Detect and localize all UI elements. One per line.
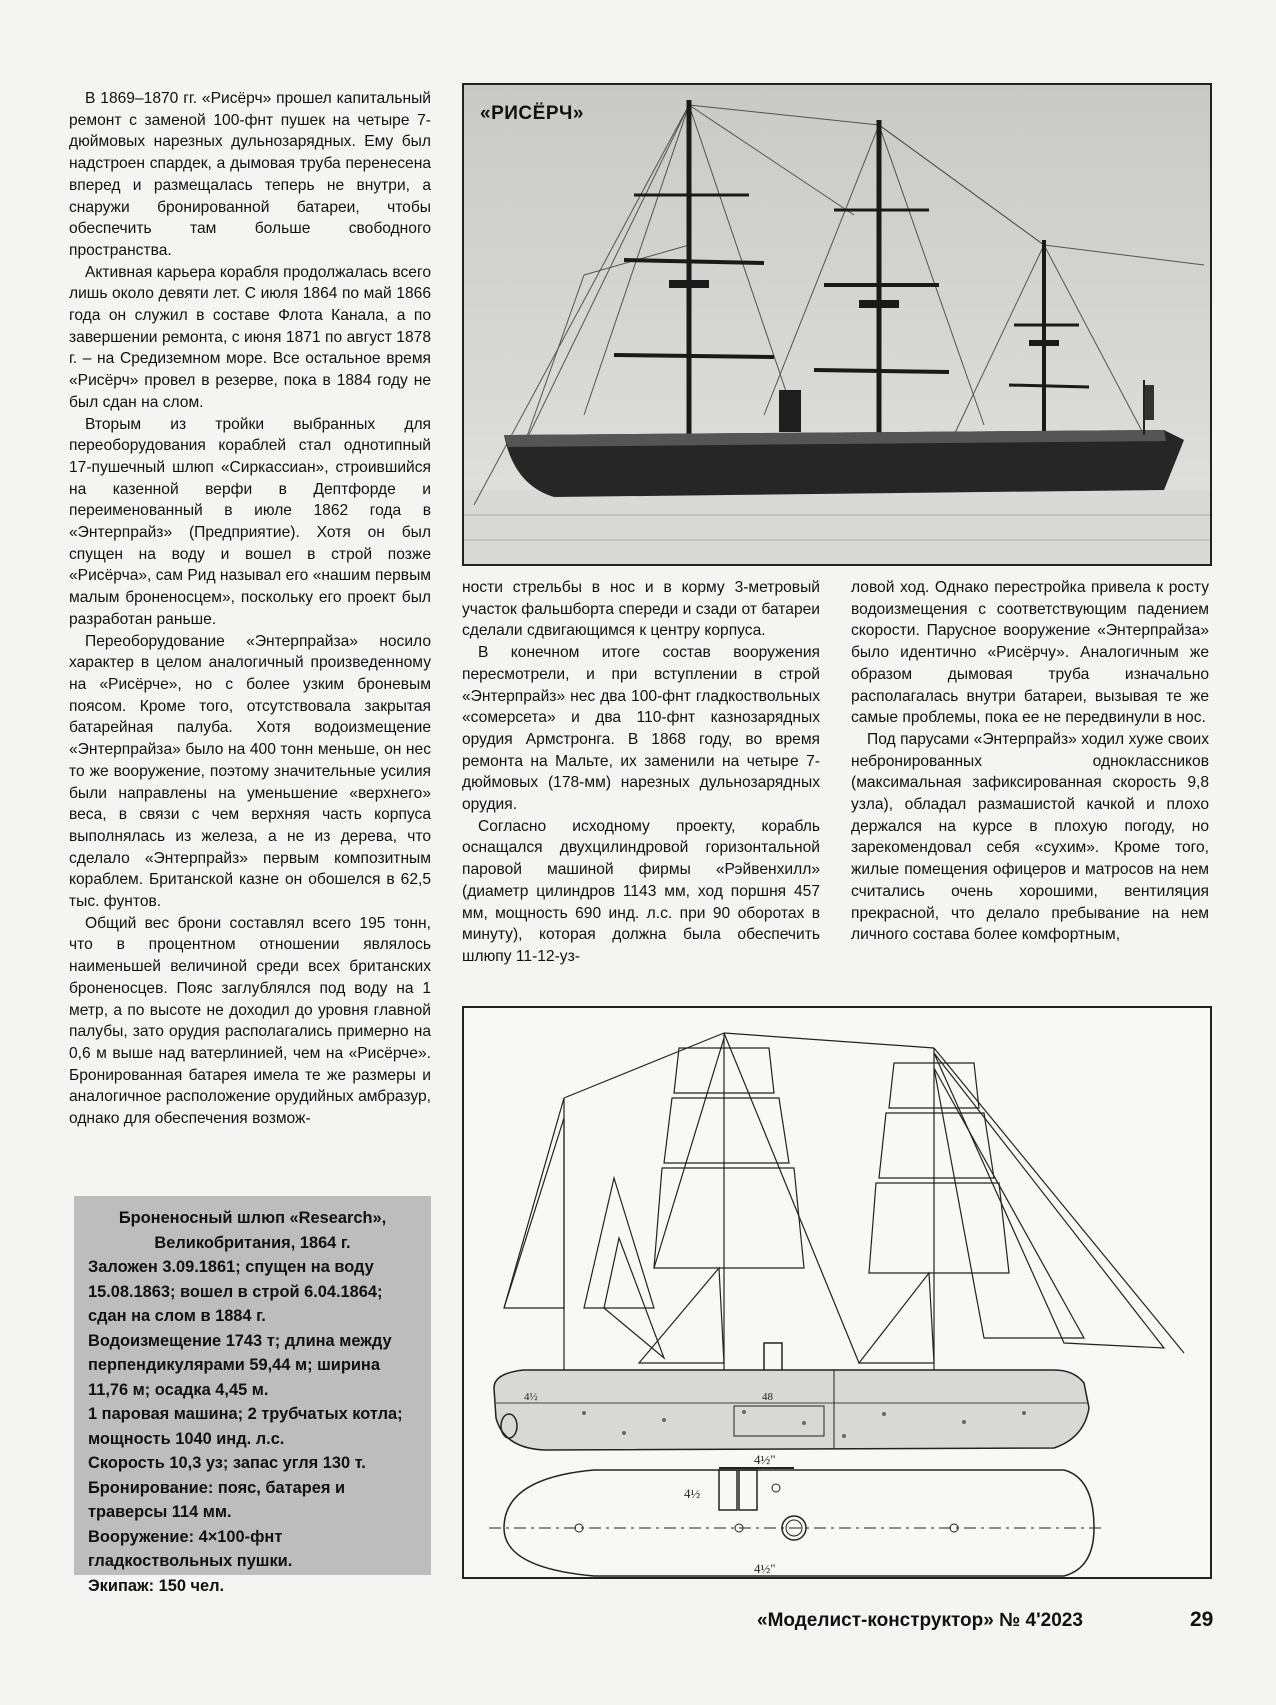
magazine-footer: «Моделист-конструктор» № 4'2023 (757, 1610, 1083, 1631)
paragraph: ловой ход. Однако перестройка привела к росту водоизмещения с соответствующим падением скорости. Парусное вооружение «Энтерпрайза» было идентично «Рисёрчу». Аналогичным же образом дымовая труба изначально располагалась внутри батареи, вызывая те же самые проблемы, пока ее не передвинули в нос. (851, 579, 1209, 727)
dimension-label-bottom: 4½" (754, 1561, 776, 1576)
dimension-label-side: 4½ (684, 1486, 701, 1501)
photo-caption: «РИСЁРЧ» (480, 103, 584, 124)
page-number: 29 (1190, 1608, 1214, 1631)
paragraph: Переоборудование «Энтерпрайза» носило характер в целом аналогичный произведенному на «Рисёрче», но с более узким броневым поясом. Кроме того, отсутствовала закрытая батарейная палуба. Хотя водоизмещение «Энтерпрайза» было на 400 тонн меньше, он нес то же вооружение, поэтому значительные усилия были направлены на уменьшение «верхнего» веса, в связи с чем верхняя часть корпуса выполнялась из железа, а не из дерева, что сделало «Энтерпрайз» первым композитным кораблем. Британской казне он обошелся в 62,5 тыс. фунтов. (69, 632, 431, 911)
hull-mark-left: 4½ (524, 1391, 538, 1403)
ship-drawing-image (464, 1008, 1210, 1577)
paragraph: Согласно исходному проекту, корабль оснащался двухцилиндровой горизонтальной паровой машиной фирмы «Рэйвенхилл» (диаметр цилиндров 1143 мм, ход поршня 457 мм, мощность 690 инд. л.с. при 90 оборотах в минуту), которая должна была обеспечить шлюпу 11-12-уз- (462, 817, 820, 965)
specs-subtitle: Великобритания, 1864 г. (154, 1233, 351, 1252)
text-column-3 (851, 577, 1209, 946)
text-column-2 (462, 577, 820, 968)
ship-drawing (462, 1006, 1212, 1579)
dimension-label-top: 4½" (754, 1452, 776, 1467)
paragraph: Вторым из тройки выбранных для переоборудования кораблей стал однотипный 17-пушечный шлюп «Сиркассиан», строившийся на казенной верфи в Дептфорде и переименованный в июле 1862 года в «Энтерпрайз» (Предприятие). Хотя он был спущен на воду и вошел в строй позже «Рисёрча», сам Рид называл его «нашим первым малым броненосцем», поскольку его проект был разработан раньше. (69, 415, 431, 628)
specs-line: Скорость 10,3 уз; запас угля 130 т. (88, 1454, 366, 1472)
paragraph: Общий вес брони составлял всего 195 тонн, что в процентном отношении являлось наименьшей величиной среди всех британских броненосцев. Пояс заглублялся под воду на 1 метр, а по высоте не доходил до уровня главной палубы, зато орудия располагались примерно на 0,6 м выше над ватерлинией, чем на «Рисёрче». Бронированная батарея имела те же размеры и аналогичное расположение орудийных амбразур, однако для обеспечения возмож- (69, 914, 431, 1128)
hull-mark-mid: 48 (762, 1391, 773, 1403)
ship-photo-image (464, 85, 1210, 564)
paragraph: В конечном итоге состав вооружения пересмотрели, и при вступлении в строй «Энтерпрайз» нес два 100-фнт гладкоствольных «сомерсета» и два 110-фнт казнозарядных орудия Армстронга. В 1868 году, во время ремонта на Мальте, их заменили на четыре 7-дюймовых (178-мм) нарезных дульнозарядных орудия. (462, 644, 820, 814)
specs-line: Заложен 3.09.1861; спущен на воду 15.08.1863; вошел в строй 6.04.1864; сдан на слом в 1884 г. (88, 1258, 383, 1325)
specs-box (74, 1196, 431, 1595)
paragraph: ности стрельбы в нос и в корму 3-метровый участок фальшборта спереди и сзади от батареи сделали сдвигающимся к центру корпуса. (462, 579, 820, 640)
paragraph: Активная карьера корабля продолжалась всего лишь около девяти лет. С июля 1864 по май 1866 года он служил в составе Флота Канала, а по завершении ремонта, с июня 1871 по август 1878 г. – на Средиземном море. Все остальное время «Рисёрч» провел в резерве, пока в 1884 году не был сдан на слом. (69, 263, 431, 411)
specs-line: Вооружение: 4×100-фнт гладкоствольных пушки. (88, 1527, 293, 1570)
specs-title: Броненосный шлюп «Research», (118, 1209, 387, 1227)
specs-line: Экипаж: 150 чел. (88, 1576, 225, 1595)
specs-line: Водоизмещение 1743 т; длина между перпендикулярами 59,44 м; ширина 11,76 м; осадка 4,45 м. (88, 1331, 392, 1399)
ship-photo (462, 83, 1212, 566)
specs-line: Бронирование: пояс, батарея и траверсы 114 мм. (88, 1478, 346, 1521)
paragraph: Под парусами «Энтерпрайз» ходил хуже своих небронированных одноклассников (максимальная зафиксированная скорость 9,8 узла), обладал размашистой качкой и плохо держался на курсе в плохую погоду, но зарекомендовал себя «сухим». Кроме того, жилые помещения офицеров и матросов на нем считались очень хорошими, вентиляция прекрасной, что делало пребывание на нем личного состава более комфортным, (851, 730, 1209, 944)
paragraph: В 1869–1870 гг. «Рисёрч» прошел капитальный ремонт с заменой 100-фнт пушек на четыре 7-дюймовых нарезных дульнозарядных. Ему был надстроен спардек, а дымовая труба перенесена вперед и размещалась теперь не внутри, а снаружи бронированной батареи, чтобы обеспечить там больше свободного пространства. (69, 90, 431, 259)
text-column-1 (69, 88, 431, 1130)
specs-line: 1 паровая машина; 2 трубчатых котла; мощность 1040 инд. л.с. (88, 1405, 403, 1448)
